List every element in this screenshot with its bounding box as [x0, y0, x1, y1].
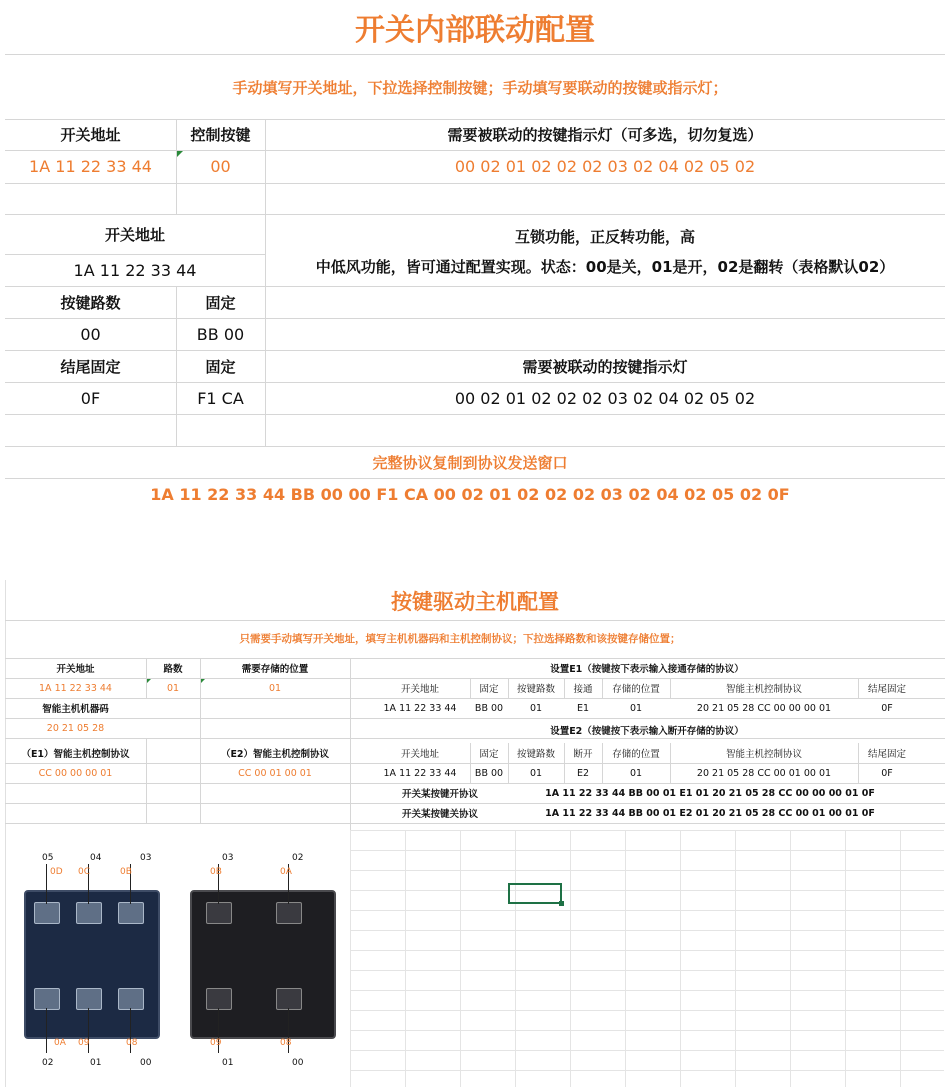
off-protocol-value[interactable]: 1A 11 22 33 44 BB 00 01 E2 01 20 21 05 28 CC 00 01 00 01 0F — [545, 807, 875, 819]
callout-code: 08 — [280, 1038, 292, 1048]
description-line-2: 中低风功能，皆可通过配置实现。状态：00是关，01是开，02是翻转（表格默认02） — [315, 257, 895, 276]
dropdown-marker-icon — [147, 679, 151, 683]
switch-key-block — [206, 988, 232, 1010]
e1-value: 20 21 05 28 CC 00 00 00 01 — [696, 702, 832, 714]
callout-code: 0B — [120, 867, 132, 877]
callout-number: 00 — [140, 1058, 152, 1068]
e2-header: 开关地址 — [400, 749, 439, 760]
on-protocol-value[interactable]: 1A 11 22 33 44 BB 00 01 E1 01 20 21 05 28 CC 00 00 00 01 0F — [545, 787, 875, 799]
switch-linkage-panel — [0, 0, 950, 510]
copy-instruction: 完整协议复制到协议发送窗口 — [372, 453, 568, 472]
panel2-title: 按键驱动主机配置 — [391, 590, 559, 614]
control-key-select[interactable]: 00 — [210, 157, 231, 176]
header-store-position: 需要存储的位置 — [241, 664, 309, 675]
e1-header: 固定 — [479, 684, 499, 695]
e2-header: 智能主机控制协议 — [725, 749, 802, 760]
e1-header: 结尾固定 — [867, 684, 906, 695]
e2-value: 1A 11 22 33 44 — [383, 767, 457, 779]
machine-code-input[interactable]: 20 21 05 28 — [46, 722, 105, 734]
panel1-instruction: 手动填写开关地址，下拉选择控制按键；手动填写要联动的按键或指示灯； — [232, 78, 728, 97]
callout-number: 03 — [222, 853, 234, 863]
callout-number: 01 — [90, 1058, 102, 1068]
e1-header: 存储的位置 — [612, 684, 660, 695]
key-driven-host-panel — [0, 580, 950, 1087]
header-switch-address: 开关地址 — [56, 664, 95, 675]
spreadsheet-grid — [350, 830, 944, 1087]
fixed-label: 固定 — [205, 293, 236, 312]
dropdown-marker-icon — [177, 151, 183, 157]
four-key-switch-photo — [180, 850, 340, 1080]
callout-number: 03 — [140, 853, 152, 863]
e2-header: 固定 — [479, 749, 499, 760]
panel2-instruction: 只需要手动填写开关地址，填写主机机器码和主机控制协议；下拉选择路数和该按键存储位置； — [239, 632, 681, 645]
e1-section-title: 设置E1（按键按下表示输入接通存储的协议） — [550, 664, 744, 675]
address-value: 1A 11 22 33 44 — [73, 260, 197, 280]
grid-line — [5, 823, 945, 824]
fixed-value: BB 00 — [196, 324, 245, 344]
callout-code: 0B — [210, 867, 222, 877]
switch-address-input[interactable]: 1A 11 22 33 44 — [29, 157, 152, 176]
switch-key-block — [34, 902, 60, 924]
address-label: 开关地址 — [104, 225, 165, 244]
switch-key-block — [276, 988, 302, 1010]
e1-header: 接通 — [573, 684, 593, 695]
e1-header: 智能主机控制协议 — [725, 684, 802, 695]
e2-value: 01 — [629, 767, 643, 779]
e2-value: 20 21 05 28 CC 00 01 00 01 — [696, 767, 832, 779]
header-linked-keys: 需要被联动的按键指示灯（可多选，切勿复选） — [447, 126, 763, 144]
divider — [5, 620, 945, 621]
e2-protocol-label: （E2）智能主机控制协议 — [220, 749, 330, 760]
callout-number: 02 — [292, 853, 304, 863]
on-protocol-label: 开关某按键开协议 — [401, 789, 478, 800]
e2-header: 断开 — [573, 749, 593, 760]
end-fixed-value: 0F — [80, 388, 101, 408]
e2-header: 按键路数 — [516, 749, 555, 760]
e2-header: 存储的位置 — [612, 749, 660, 760]
callout-number: 01 — [222, 1058, 234, 1068]
six-key-switch-photo — [14, 850, 164, 1080]
description-line-1: 互锁功能，正反转功能，高 — [514, 227, 695, 246]
e1-header: 按键路数 — [516, 684, 555, 695]
switch-key-block — [34, 988, 60, 1010]
off-protocol-label: 开关某按键关协议 — [401, 809, 478, 820]
e1-value: 0F — [881, 702, 893, 714]
switch-key-block — [118, 988, 144, 1010]
key-ways-value: 00 — [80, 324, 101, 344]
linked-keys-label-2: 需要被联动的按键指示灯 — [522, 357, 688, 376]
callout-code: 09 — [78, 1038, 90, 1048]
callout-line — [46, 864, 47, 904]
e2-section-title: 设置E2（按键按下表示输入断开存储的协议） — [550, 726, 744, 737]
machine-code-label: 智能主机机器码 — [42, 704, 109, 715]
callout-code: 09 — [210, 1038, 222, 1048]
dropdown-marker-icon — [201, 679, 205, 683]
e2-value: BB 00 — [474, 767, 504, 779]
grid-line — [5, 718, 945, 719]
full-protocol-value[interactable]: 1A 11 22 33 44 BB 00 00 F1 CA 00 02 01 02 02 02 03 02 04 02 05 02 0F — [150, 484, 790, 504]
callout-number: 04 — [90, 853, 102, 863]
callout-line — [46, 1008, 47, 1053]
e1-value: BB 00 — [474, 702, 504, 714]
ways-select[interactable]: 01 — [166, 682, 180, 694]
e1-value: 01 — [529, 702, 543, 714]
panel-border — [5, 580, 6, 1087]
callout-code: 0D — [50, 867, 63, 877]
e2-value: 01 — [529, 767, 543, 779]
linked-keys-value-2: 00 02 01 02 02 02 03 02 04 02 05 02 — [454, 388, 756, 408]
e1-protocol-label: （E1）智能主机控制协议 — [21, 749, 130, 760]
callout-code: 0A — [280, 867, 292, 877]
grid-line — [5, 183, 945, 184]
grid-line — [5, 414, 945, 415]
callout-number: 00 — [292, 1058, 304, 1068]
selected-cell[interactable] — [508, 883, 562, 904]
grid-line — [146, 738, 147, 823]
header-control-key: 控制按键 — [190, 126, 251, 144]
switch-key-block — [76, 988, 102, 1010]
end-fixed-label: 结尾固定 — [60, 357, 121, 376]
panel1-title: 开关内部联动配置 — [355, 13, 595, 48]
callout-code: 0C — [78, 867, 91, 877]
fixed-value-2: F1 CA — [197, 388, 244, 408]
e2-value: E2 — [576, 767, 590, 779]
callout-number: 02 — [42, 1058, 54, 1068]
e1-value: E1 — [576, 702, 590, 714]
key-ways-label: 按键路数 — [60, 293, 121, 312]
e1-protocol-input[interactable]: CC 00 00 00 01 — [38, 767, 113, 779]
e1-value: 1A 11 22 33 44 — [383, 702, 457, 714]
switch-key-block — [276, 902, 302, 924]
callout-number: 05 — [42, 853, 54, 863]
fixed-label-2: 固定 — [205, 357, 236, 376]
e2-value: 0F — [881, 767, 893, 779]
switch-key-block — [76, 902, 102, 924]
e2-header: 结尾固定 — [867, 749, 906, 760]
switch-key-block — [206, 902, 232, 924]
divider — [5, 54, 945, 55]
callout-code: 0A — [54, 1038, 66, 1048]
header-switch-address: 开关地址 — [60, 126, 121, 144]
switch-key-block — [118, 902, 144, 924]
header-ways: 路数 — [163, 664, 183, 675]
e1-value: 01 — [629, 702, 643, 714]
e1-header: 开关地址 — [400, 684, 439, 695]
store-position-select[interactable]: 01 — [268, 682, 282, 694]
callout-code: 08 — [126, 1038, 138, 1048]
switch-address-input[interactable]: 1A 11 22 33 44 — [39, 682, 112, 694]
e2-protocol-input[interactable]: CC 00 01 00 01 — [238, 767, 312, 779]
linked-keys-input[interactable]: 00 02 01 02 02 02 03 02 04 02 05 02 — [454, 157, 756, 176]
